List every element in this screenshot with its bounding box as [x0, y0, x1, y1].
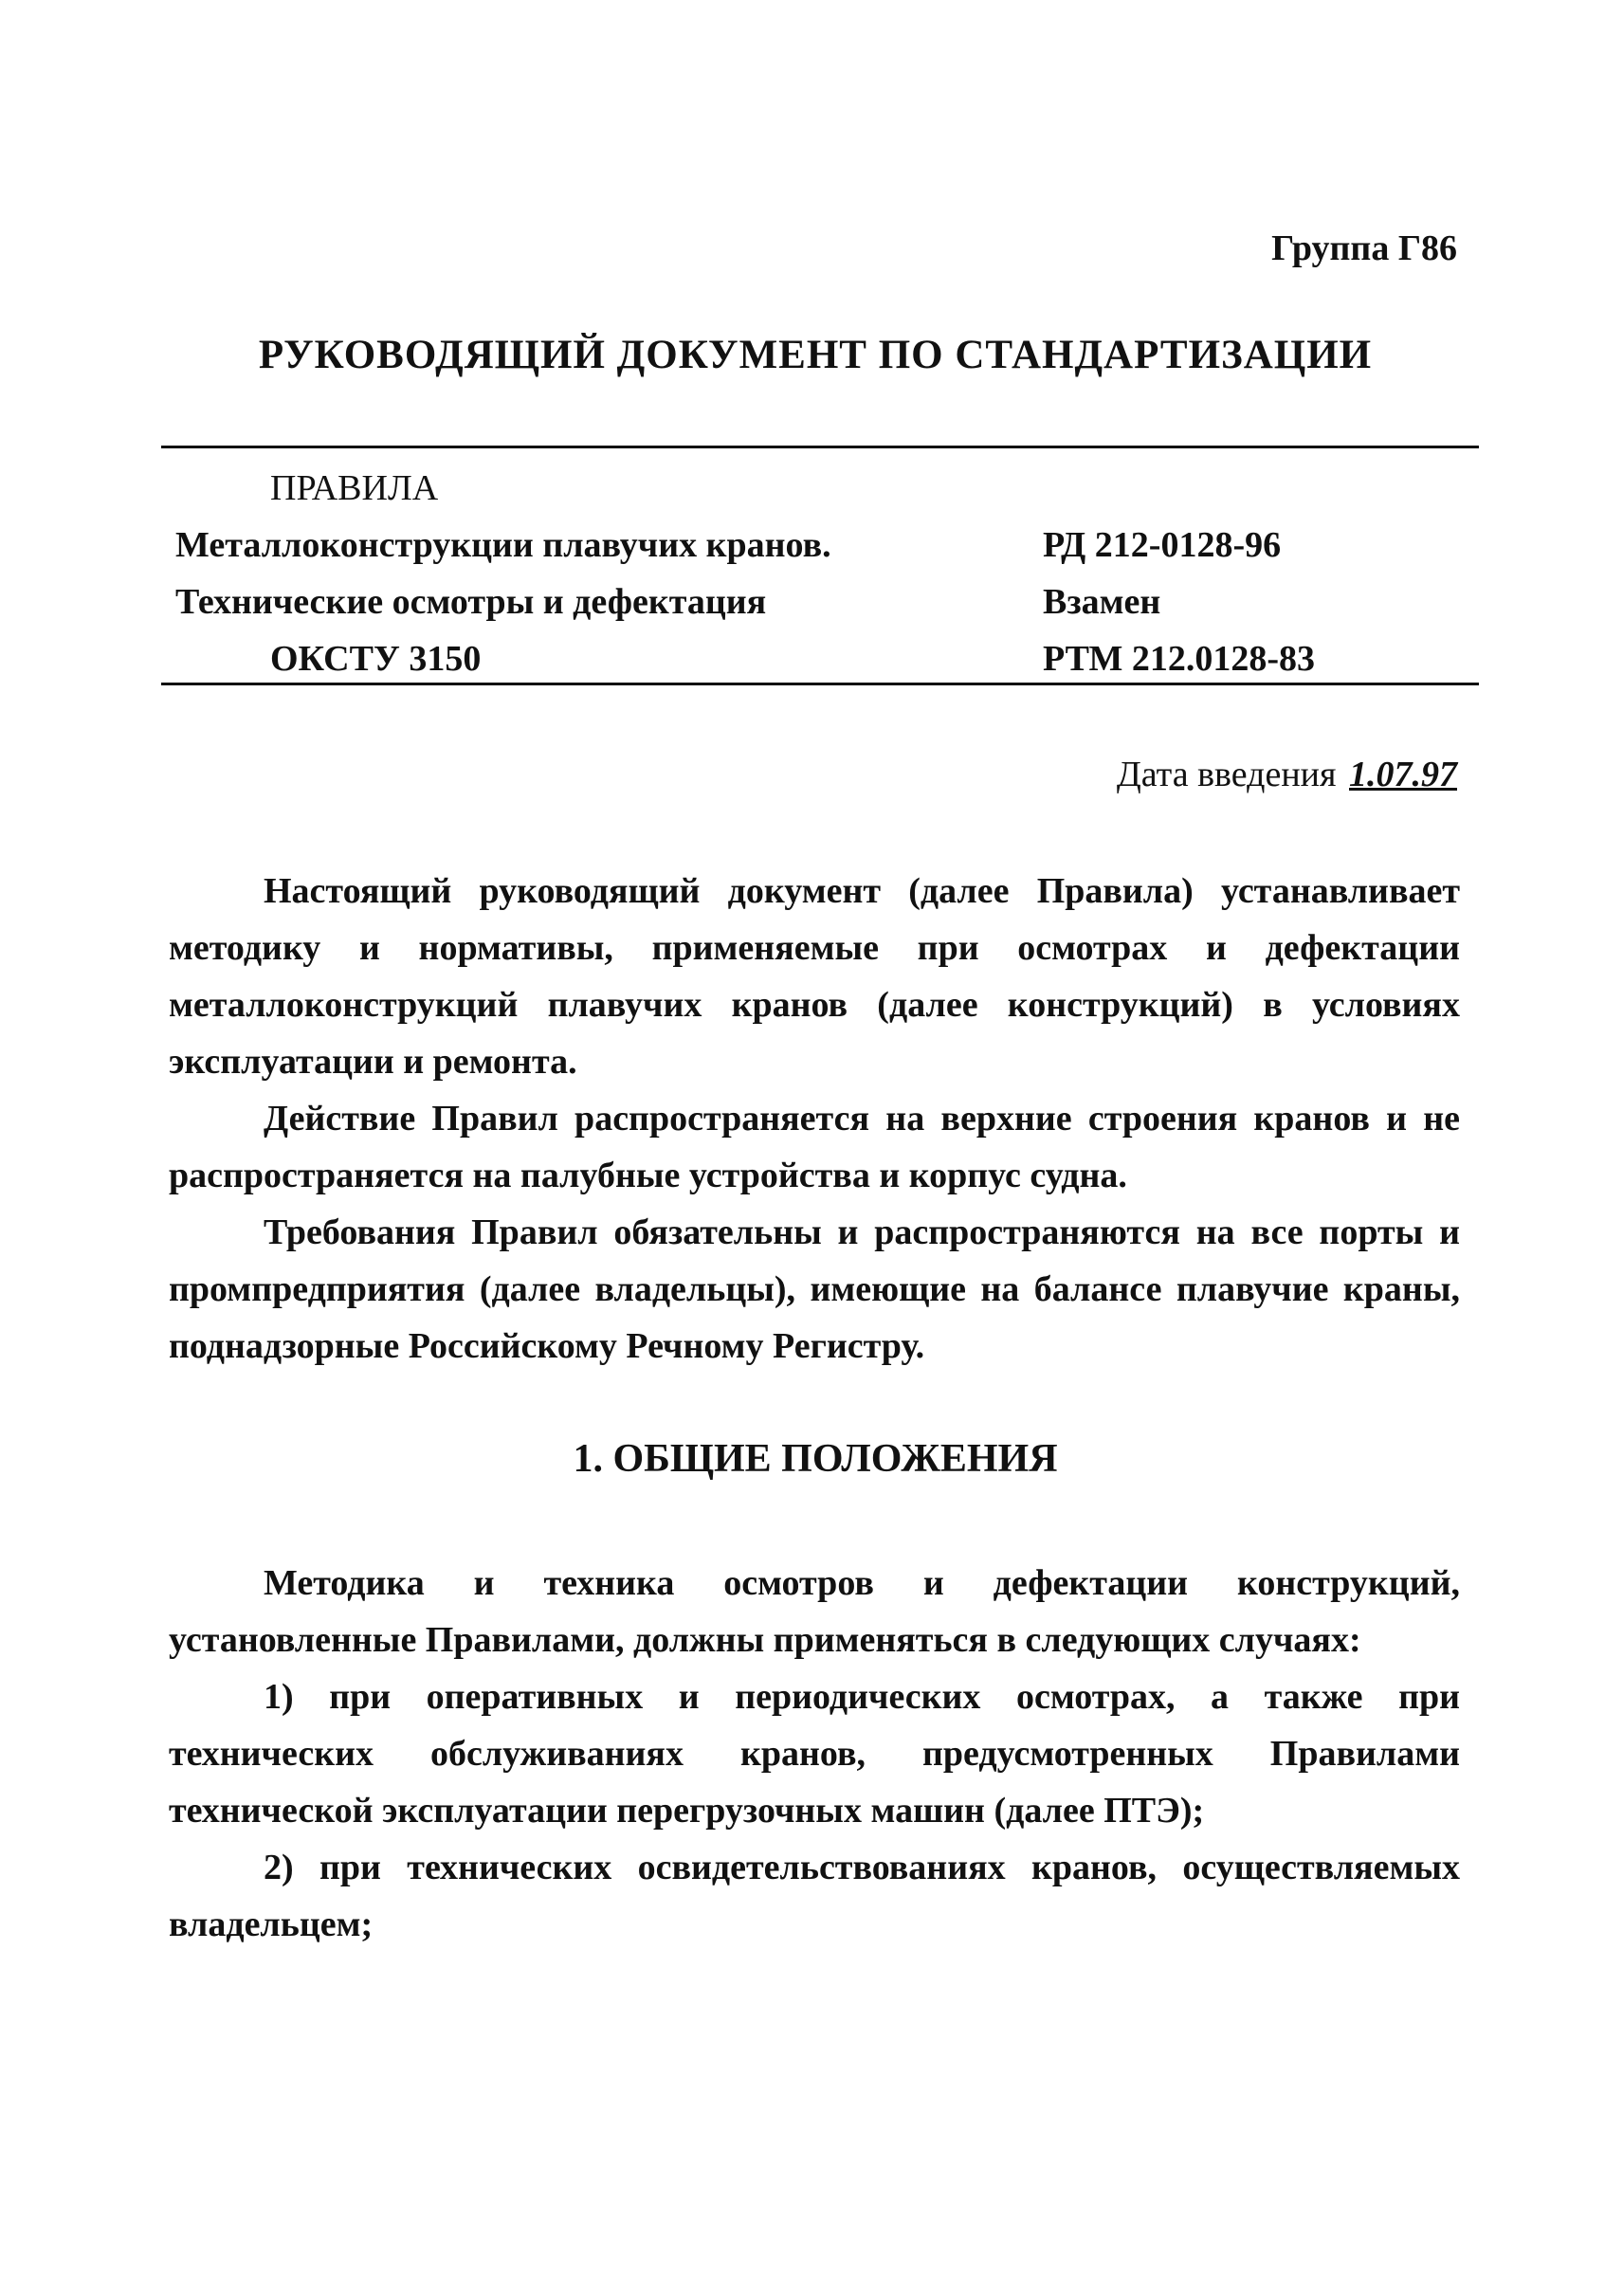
doc-type: ПРАВИЛА — [270, 468, 439, 508]
divider-bottom — [161, 683, 1479, 685]
meta-left-block — [175, 460, 831, 687]
divider-top — [161, 446, 1479, 448]
doc-name-line1: Металлоконструкции плавучих кранов. — [175, 525, 831, 565]
intro-date — [1117, 754, 1457, 795]
document-title: РУКОВОДЯЩИЙ ДОКУМЕНТ ПО СТАНДАРТИЗАЦИИ — [258, 333, 1373, 377]
intro-text — [169, 863, 1460, 1375]
group-label: Группа Г86 — [1271, 228, 1457, 268]
okstu-code: ОКСТУ 3150 — [270, 639, 482, 679]
section-text — [169, 1555, 1460, 1953]
intro-date-label: Дата введения — [1116, 755, 1337, 794]
replaces-code: РТМ 212.0128-83 — [1043, 639, 1316, 679]
meta-right-block — [1043, 517, 1315, 687]
intro-date-value: 1.07.97 — [1349, 755, 1457, 794]
intro-paragraph: Действие Правил распространяется на верхние строения кранов и не распространяется на палубные устройства и корпус судна. — [169, 1099, 1460, 1195]
doc-code: РД 212-0128-96 — [1043, 525, 1282, 565]
section-title: 1. ОБЩИЕ ПОЛОЖЕНИЯ — [573, 1437, 1058, 1481]
intro-paragraph: Требования Правил обязательны и распространяются на все порты и промпредприятия (далее владельцы), имеющие на балансе плавучие краны, поднадзорные Российскому Речному Регистру. — [169, 1212, 1460, 1366]
section-list-item: 1) при оперативных и периодических осмотрах, а также при технических обслуживаниях кранов, предусмотренных Правилами технической эксплуатации перегрузочных машин (далее ПТЭ); — [169, 1677, 1460, 1831]
section-paragraph: Методика и техника осмотров и дефектации конструкций, установленные Правилами, должны применяться в следующих случаях: — [169, 1563, 1460, 1660]
replaces-label: Взамен — [1043, 582, 1161, 622]
section-list-item: 2) при технических освидетельствованиях кранов, осуществляемых владельцем; — [169, 1848, 1460, 1944]
intro-paragraph: Настоящий руководящий документ (далее Правила) устанавливает методику и нормативы, применяемые при осмотрах и дефектации металлоконструкций плавучих кранов (далее конструкций) в условиях эксплуатации и ремонта. — [169, 871, 1460, 1082]
doc-name-line2: Технические осмотры и дефектация — [175, 582, 767, 622]
